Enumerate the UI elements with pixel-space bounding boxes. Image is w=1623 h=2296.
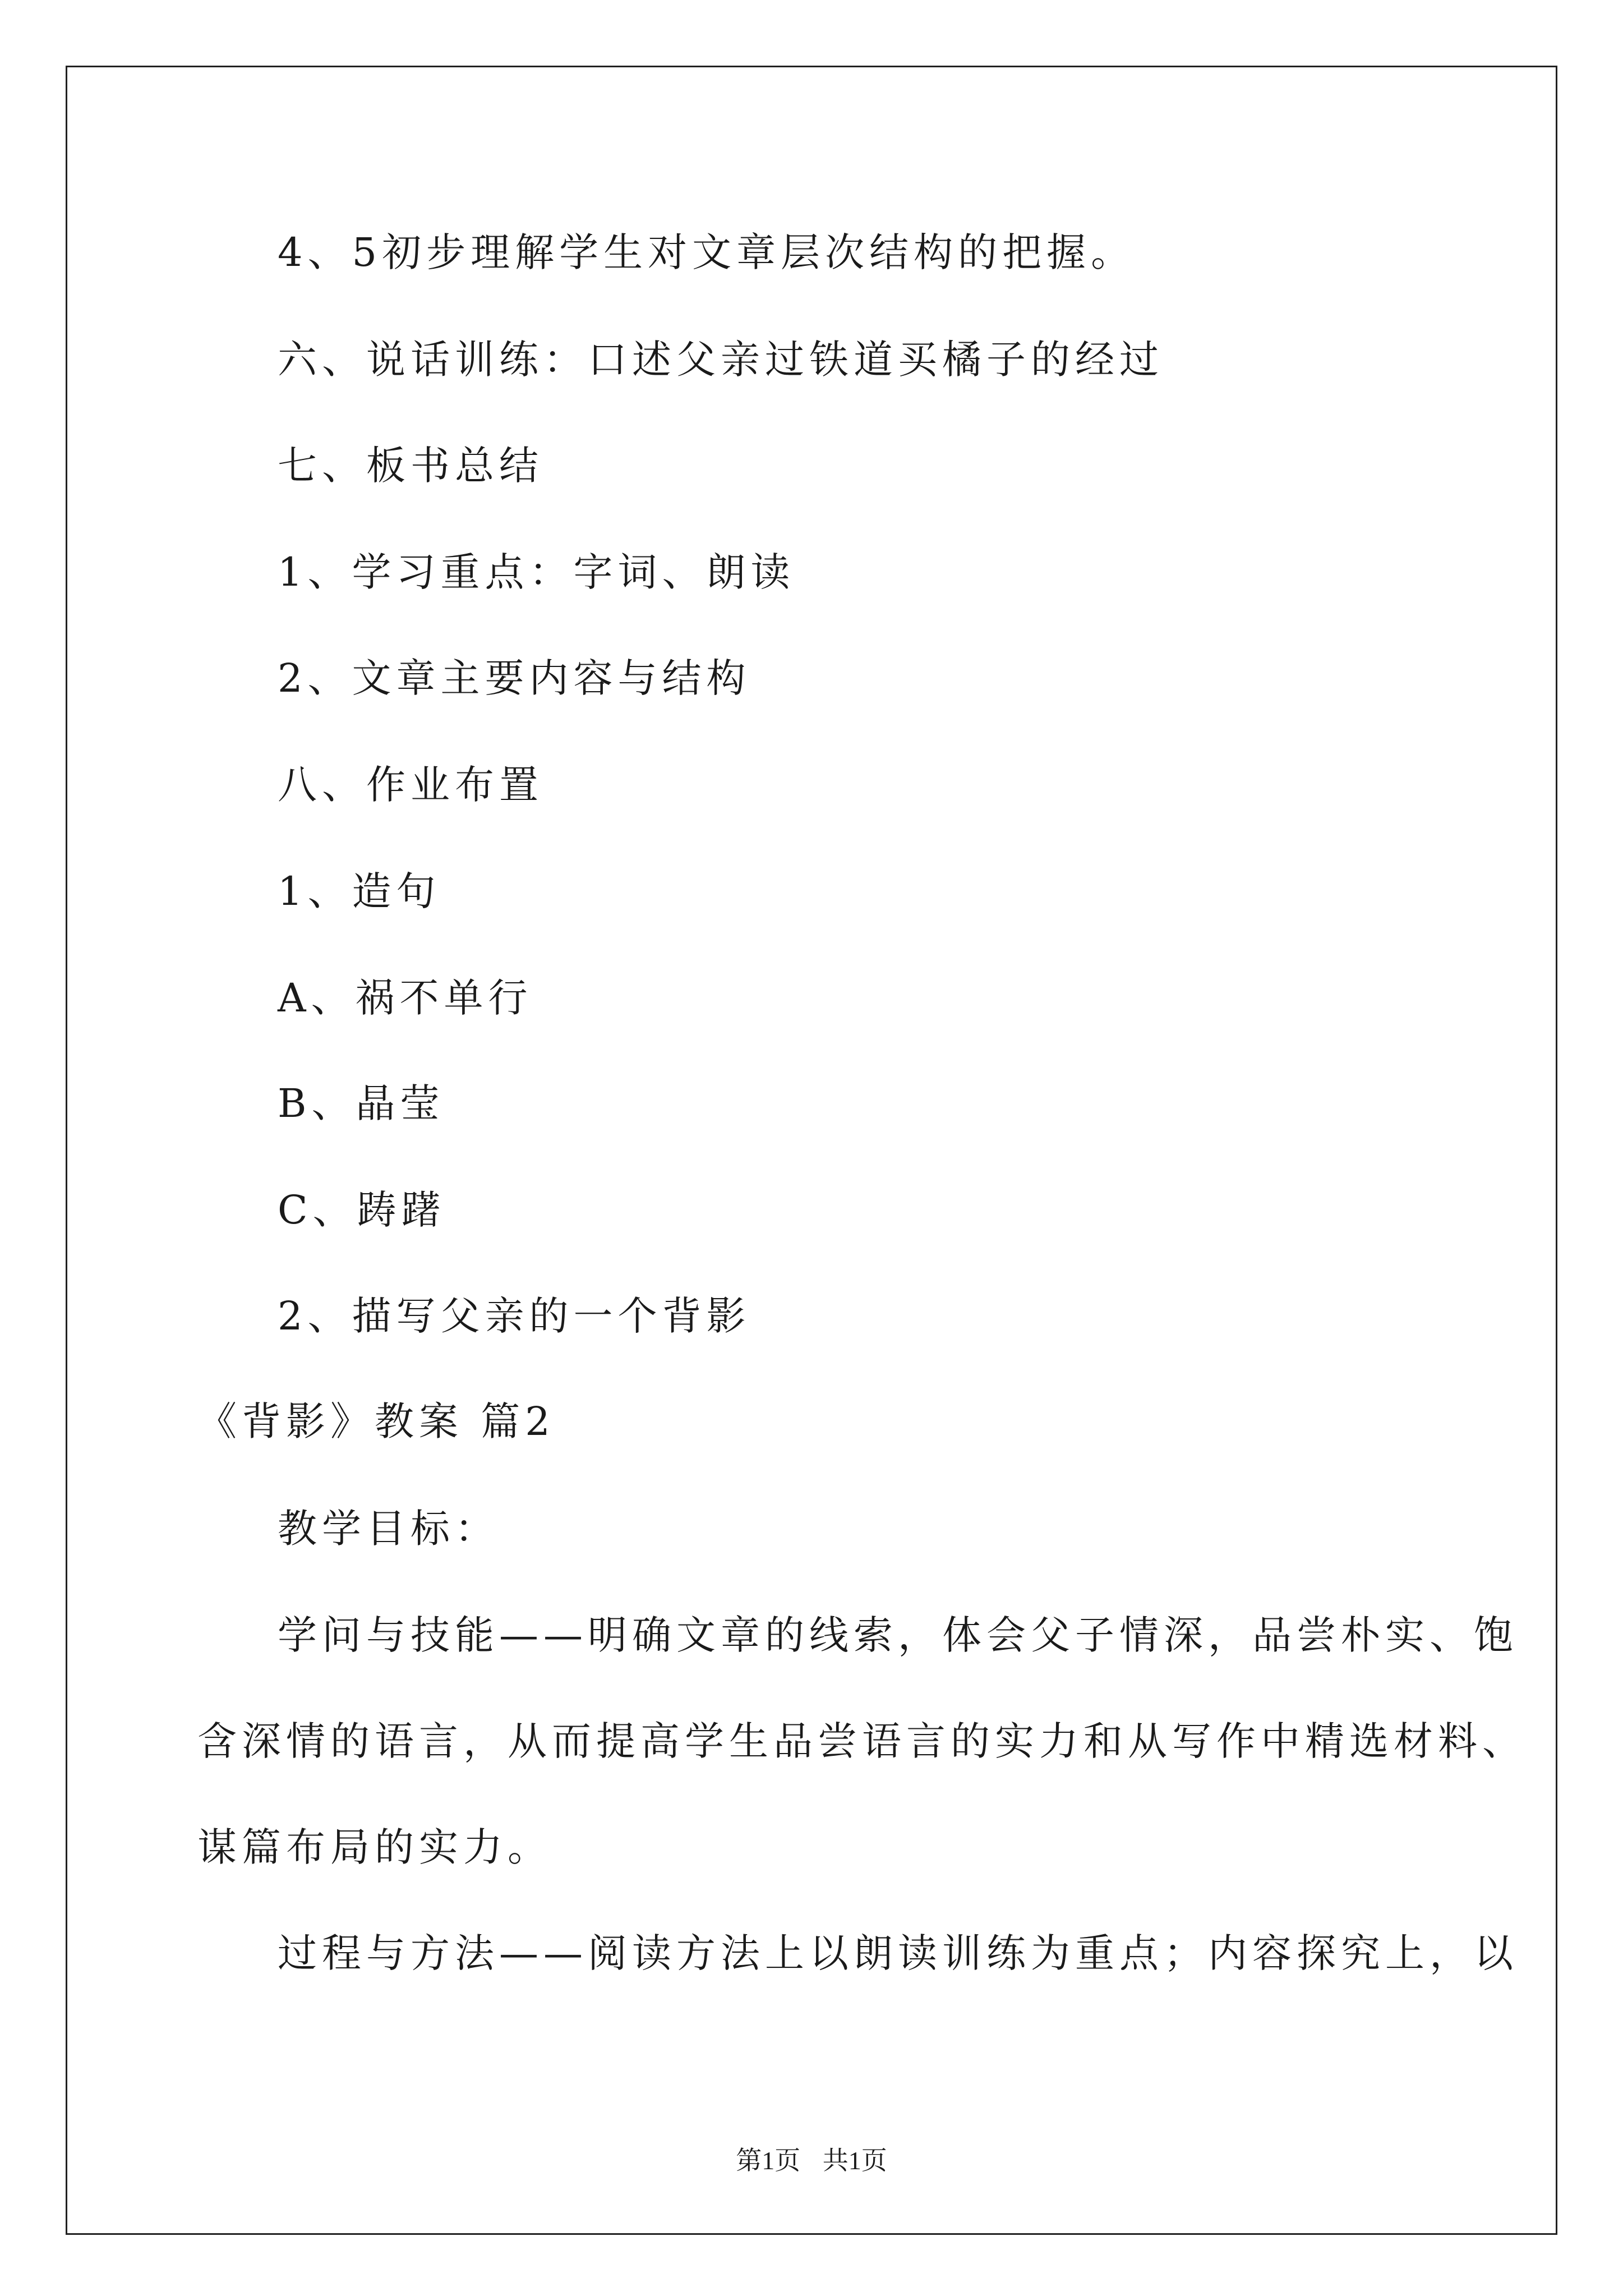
text-line: 六、说话训练：口述父亲过铁道买橘子的经过	[278, 337, 1164, 383]
text-line: C、踌躇	[278, 1187, 446, 1233]
text-line: B、晶莹	[278, 1080, 445, 1126]
page-number: 第1页	[736, 2146, 801, 2175]
text-line: 2、描写父亲的一个背影	[278, 1293, 751, 1339]
text-line: A、祸不单行	[278, 975, 533, 1021]
text-line: 七、板书总结	[278, 443, 543, 489]
text-line: 过程与方法——阅读方法上以朗读训练为重点；内容探究上，以	[278, 1930, 1518, 1976]
text-line: 谋篇布局的实力。	[197, 1824, 552, 1870]
page-total: 共1页	[822, 2146, 887, 2175]
page-footer	[0, 2144, 1623, 2178]
section-heading: 《背影》教案 篇2	[197, 1398, 555, 1444]
text-line: 八、作业布置	[278, 762, 543, 808]
text-line: 1、学习重点：字词、朗读	[278, 549, 795, 595]
text-line: 2、文章主要内容与结构	[278, 655, 751, 701]
text-line: 含深情的语言，从而提高学生品尝语言的实力和从写作中精选材料、	[197, 1718, 1527, 1764]
page-border	[66, 66, 1557, 2235]
text-line: 1、造句	[278, 868, 441, 914]
text-line: 学问与技能——明确文章的线索，体会父子情深，品尝朴实、饱	[278, 1612, 1518, 1658]
text-line: 教学目标：	[278, 1506, 499, 1552]
text-line: 4、5初步理解学生对文章层次结构的把握。	[278, 229, 1136, 275]
